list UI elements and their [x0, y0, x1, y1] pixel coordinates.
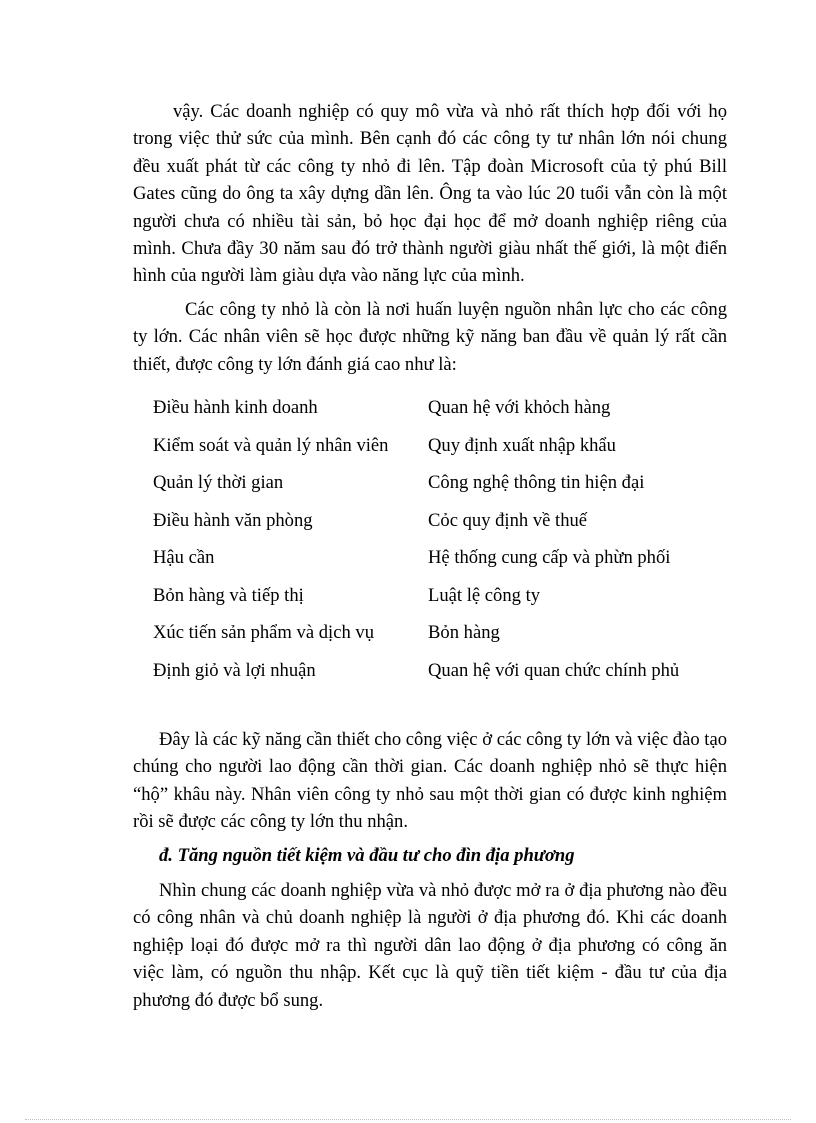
paragraph-4: [133, 877, 727, 1014]
skill-item-right: Bỏn hàng: [428, 622, 500, 643]
skills-list: [153, 394, 733, 694]
skill-item-left: Điều hành kinh doanh: [153, 397, 318, 418]
paragraph-2-text: Các công ty nhỏ là còn là nơi huấn luyện nguồn nhân lực cho các công ty lớn. Các nhân viên sẽ học được những kỹ năng ban đầu về quản lý rất cần thiết, được công ty lớn đánh giá cao như là:: [133, 299, 727, 375]
skill-item-right: Công nghệ thông tin hiện đại: [428, 472, 645, 493]
skill-item-right: Luật lệ công ty: [428, 584, 541, 606]
skill-row: [153, 469, 733, 507]
skill-item-left: Hậu cần: [153, 547, 215, 568]
paragraph-4-text: Nhìn chung các doanh nghiệp vừa và nhỏ được mở ra ở địa phương nào đều có công nhân và chủ doanh nghiệp là người ở địa phương đó. Khi các doanh nghiệp loại đó được mở ra thì người dân lao động ở địa phương có công ăn việc làm, có nguồn thu nhập. Kết cục là quỹ tiền tiết kiệm - đầu tư của địa phương đó được bổ sung.: [133, 880, 727, 1011]
skill-item-right: Quy định xuất nhập khẩu: [428, 434, 616, 456]
skill-item-left: Bỏn hàng và tiếp thị: [153, 584, 304, 606]
skill-item-left: Định giỏ và lợi nhuận: [153, 659, 316, 681]
skill-row: [153, 394, 733, 432]
skill-item-right: Quan hệ với khỏch hàng: [428, 397, 611, 418]
paragraph-1-text: vậy. Các doanh nghiệp có quy mô vừa và nhỏ rất thích hợp đối với họ trong việc thử sức của mình. Bên cạnh đó các công ty tư nhân lớn nói chung đều xuất phát từ các công ty nhỏ đi lên. Tập đoàn Microsoft của tỷ phú Bill Gates cũng do ông ta xây dựng dần lên. Ông ta vào lúc 20 tuổi vẫn còn là một người chưa có nhiều tài sản, bỏ học đại học để mở doanh nghiệp riêng của mình. Chưa đầy 30 năm sau đó trở thành người giàu nhất thế giới, là một điển hình của người làm giàu dựa vào năng lực của mình.: [133, 101, 727, 287]
paragraph-2: [133, 296, 727, 378]
skill-row: [153, 507, 733, 545]
section-heading: đ. Tăng nguồn tiết kiệm và đầu tư cho đìn địa phương: [159, 845, 575, 866]
paragraph-3: [133, 726, 727, 836]
skill-item-left: Quản lý thời gian: [153, 472, 284, 493]
skill-item-right: Hệ thống cung cấp và phừn phối: [428, 547, 671, 568]
skill-item-left: Xúc tiến sản phẩm và dịch vụ: [153, 622, 375, 643]
paragraph-3-text: Đây là các kỹ năng cần thiết cho công việc ở các công ty lớn và việc đào tạo chúng cho người lao động cần thời gian. Các doanh nghiệp nhỏ sẽ thực hiện “hộ” khâu này. Nhân viên công ty nhỏ sau một thời gian có được kinh nghiệm rồi sẽ được các công ty lớn thu nhận.: [133, 729, 727, 833]
skill-row: [153, 582, 733, 620]
skill-item-right: Cỏc quy định về thuế: [428, 509, 588, 531]
skill-item-right: Quan hệ với quan chức chính phủ: [428, 659, 680, 681]
paragraph-1: [133, 98, 727, 290]
skill-item-left: Kiểm soát và quản lý nhân viên: [153, 434, 389, 456]
skill-row: [153, 619, 733, 657]
skill-row: [153, 657, 733, 695]
skill-row: [153, 432, 733, 470]
skill-item-left: Điều hành văn phòng: [153, 509, 313, 531]
footer-divider: [25, 1119, 791, 1120]
skill-row: [153, 544, 733, 582]
